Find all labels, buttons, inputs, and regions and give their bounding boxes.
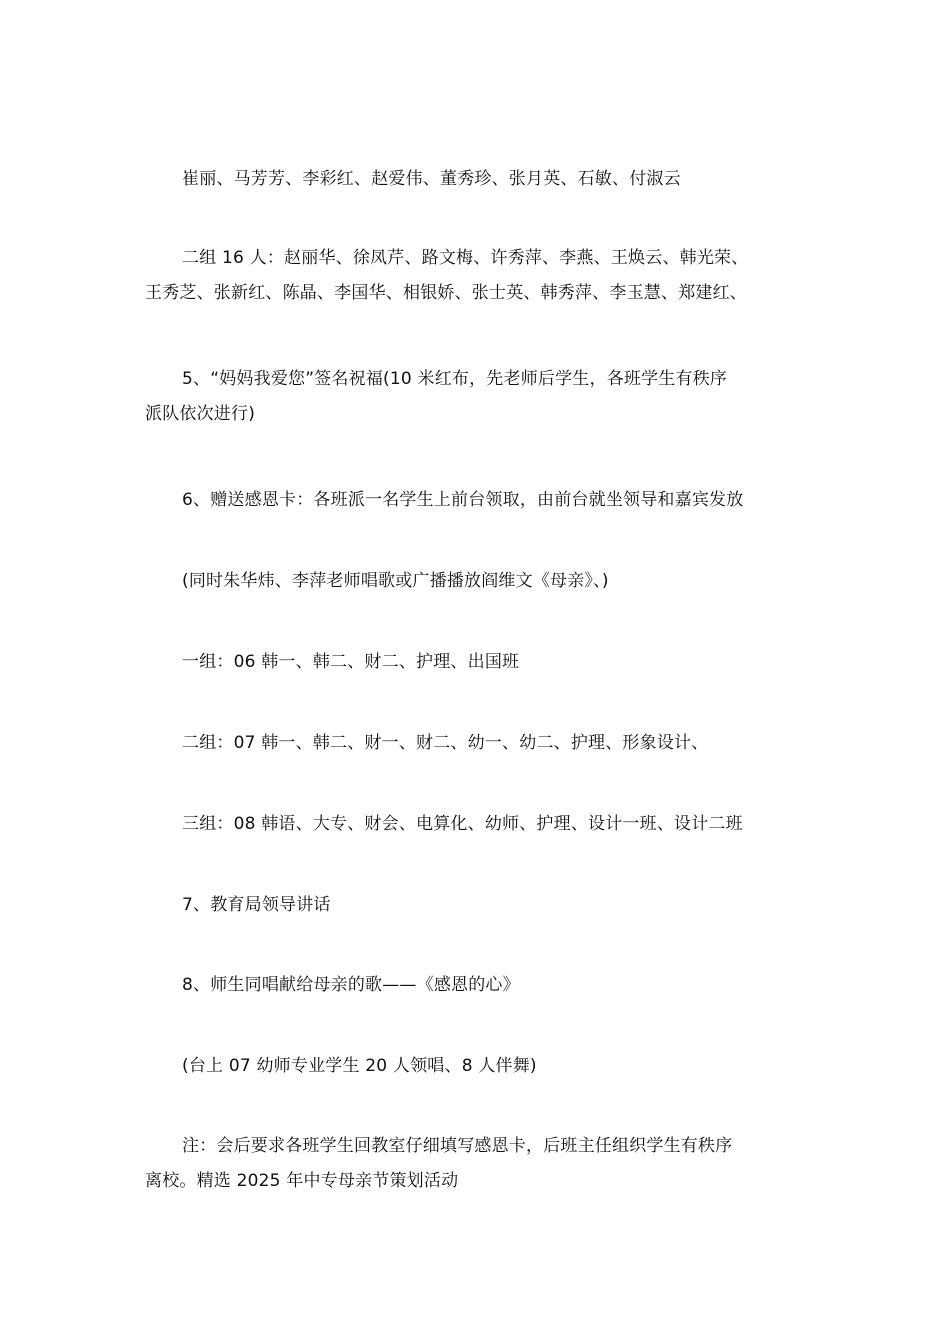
text-line: 崔丽、马芳芳、李彩红、赵爱伟、董秀珍、张月英、石敏、付淑云 <box>182 169 681 189</box>
text-line: (同时朱华炜、李萍老师唱歌或广播播放阎维文《母亲》、) <box>182 571 609 591</box>
paragraph-item8 <box>145 968 813 1003</box>
text-line: 二组：07 韩一、韩二、财一、财二、幼一、幼二、护理、形象设计、 <box>182 733 709 753</box>
text-line: 二组 16 人：赵丽华、徐凤芹、路文梅、许秀萍、李燕、王焕云、韩光荣、 <box>182 248 749 268</box>
text-line: 离校。精选 2025 年中专母亲节策划活动 <box>145 1171 459 1191</box>
paragraph-group1-names <box>145 162 813 197</box>
paragraph-class-group2 <box>145 726 813 761</box>
text-line: 8、师生同唱献给母亲的歌——《感恩的心》 <box>182 975 520 995</box>
paragraph-item6 <box>145 483 813 518</box>
paragraph-class-group1 <box>145 645 813 680</box>
text-line: 注：会后要求各班学生回教室仔细填写感恩卡，后班主任组织学生有秩序 <box>182 1136 733 1156</box>
text-line: 一组：06 韩一、韩二、财二、护理、出国班 <box>182 652 520 672</box>
text-line: (台上 07 幼师专业学生 20 人领唱、8 人伴舞) <box>182 1056 537 1076</box>
text-line: 5、“妈妈我爱您”签名祝福(10 米红布，先老师后学生，各班学生有秩序 <box>182 369 728 389</box>
paragraph-group2 <box>145 241 813 311</box>
paragraph-closing-note <box>145 1129 813 1199</box>
paragraph-item7 <box>145 888 813 923</box>
text-line: 派队依次进行) <box>145 404 256 424</box>
text-line: 6、赠送感恩卡：各班派一名学生上前台领取，由前台就坐领导和嘉宾发放 <box>182 490 744 510</box>
text-line: 三组：08 韩语、大专、财会、电算化、幼师、护理、设计一班、设计二班 <box>182 814 743 834</box>
paragraph-item8-note <box>145 1049 813 1084</box>
text-line: 王秀芝、张新红、陈晶、李国华、相银娇、张士英、韩秀萍、李玉慧、郑建红、 <box>145 283 747 303</box>
paragraph-class-group3 <box>145 807 813 842</box>
text-line: 7、教育局领导讲话 <box>182 895 331 915</box>
paragraph-item5 <box>145 362 813 432</box>
paragraph-item6-note <box>145 564 813 599</box>
